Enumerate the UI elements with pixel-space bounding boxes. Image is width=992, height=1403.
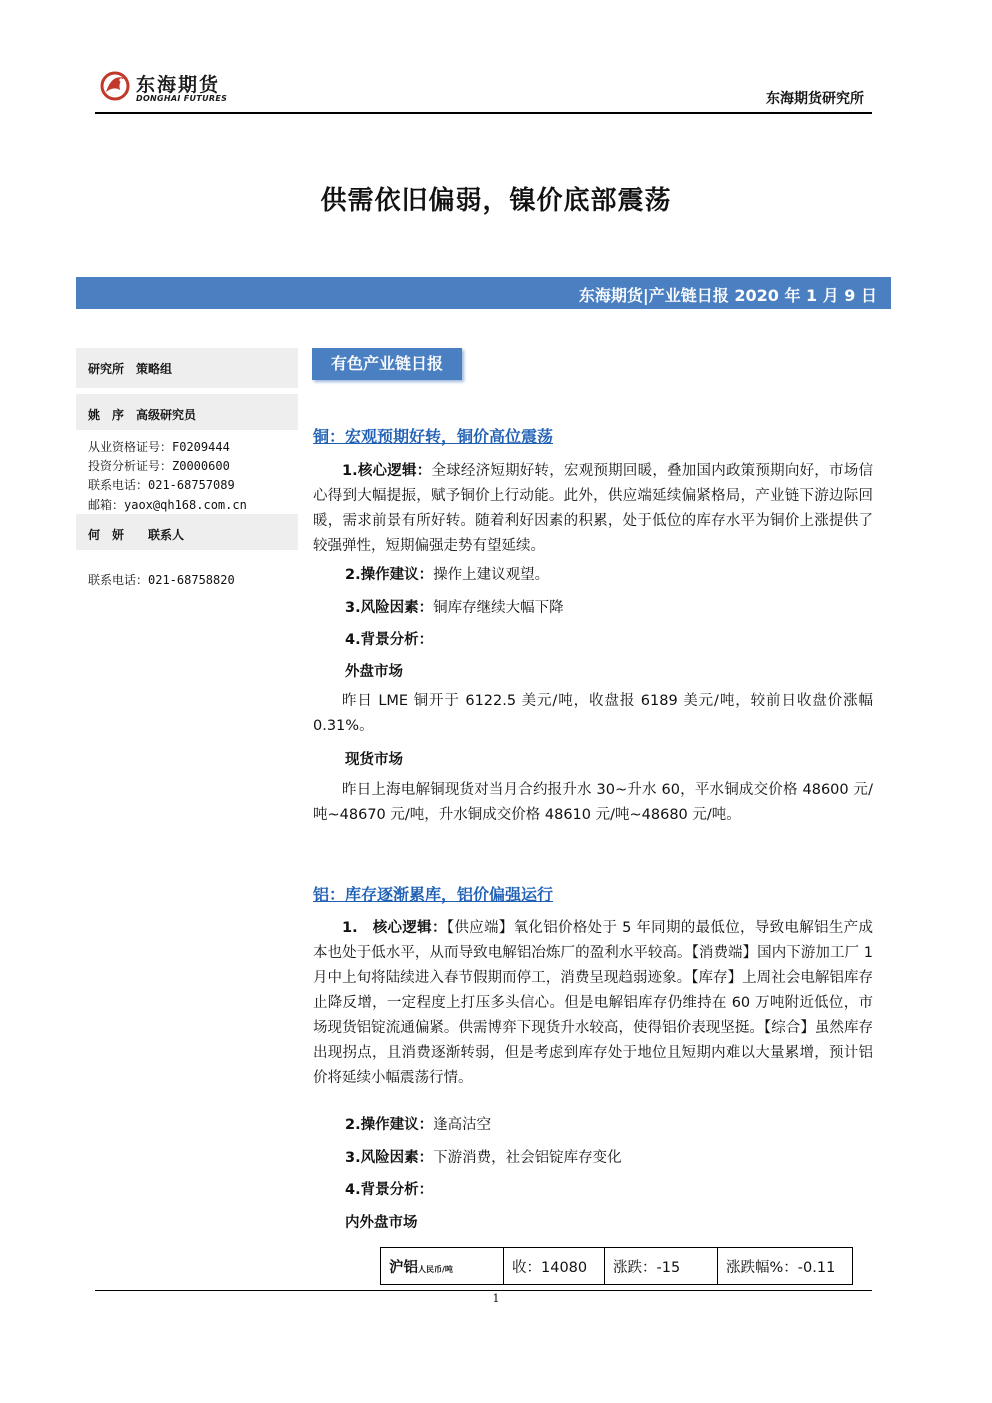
quote-change: 涨跌：-15 bbox=[605, 1248, 718, 1285]
quote-close: 收：14080 bbox=[504, 1248, 605, 1285]
aluminum-core-logic bbox=[313, 916, 873, 1091]
analyst2-box bbox=[76, 514, 298, 550]
banner-text: 东海期货|产业链日报 2020 年 1 月 9 日 bbox=[578, 286, 877, 305]
aluminum-risk bbox=[345, 1146, 622, 1167]
copper-operation bbox=[345, 563, 549, 584]
aluminum-core-text: 【供应端】氧化铝价格处于 5 年同期的最低位，导致电解铝生产成本也处于低水平，从而导致电解铝冶炼厂的盈利水平较高。【消费端】国内下游加工厂 1 月中上旬将陆续进入春节假期而停工，消费呈现趋弱迹象。【库存】上周社会电解铝库存止降反增，一定程度上打压多头信心。但是电解铝库存仍维持在 60 万吨附近低位，市场现货铝锭流通偏紧。供需博弈下现货升水较高，使得铝价表现坚挺。【综合】虽然库存出现拐点，且消费逐渐转弱，但是考虑到库存处于地位且短期内难以大量累增，预计铝价将延续小幅震荡行情。 bbox=[313, 920, 873, 1086]
aluminum-op-label: 2.操作建议： bbox=[345, 1117, 434, 1133]
copper-core-text: 全球经济短期好转，宏观预期回暖，叠加国内政策预期向好，市场信心得到大幅提振，赋予铜价上行动能。此外，供应端延续偏紧格局，产业链下游边际回暖，需求前景有所好转。随着利好因素的积累，处于低位的库存水平为铜价上涨提供了较强弹性，短期偏强走势有望延续。 bbox=[313, 463, 873, 554]
aluminum-title: 铝：库存逐渐累库，铝价偏强运行 bbox=[313, 885, 554, 904]
header-rule bbox=[95, 112, 872, 114]
aluminum-bg-label: 4.背景分析： bbox=[345, 1182, 434, 1198]
aluminum-operation bbox=[345, 1113, 491, 1134]
copper-op-label: 2.操作建议： bbox=[345, 567, 434, 583]
copper-op-text: 操作上建议观望。 bbox=[433, 567, 550, 583]
copper-risk-label: 3.风险因素： bbox=[345, 600, 434, 616]
aluminum-risk-text: 下游消费，社会铝锭库存变化 bbox=[433, 1150, 622, 1166]
analyst2-name: 何 妍 联系人 bbox=[88, 528, 185, 542]
quote-unit: 人民币/吨 bbox=[418, 1264, 453, 1274]
sidebar-group-box bbox=[76, 348, 298, 388]
quote-name: 沪铝 bbox=[389, 1259, 418, 1276]
logo-english-name: DONGHAI FUTURES bbox=[136, 94, 228, 103]
aluminum-quote-table bbox=[380, 1247, 853, 1285]
dragon-logo-icon bbox=[98, 68, 132, 104]
footer-rule bbox=[95, 1290, 872, 1291]
company-logo bbox=[98, 66, 228, 110]
institute-name: 东海期货研究所 bbox=[766, 91, 864, 107]
logo-chinese-name: 东海期货 bbox=[136, 74, 221, 96]
aluminum-op-text: 逢高沽空 bbox=[433, 1117, 492, 1133]
copper-external-title: 外盘市场 bbox=[345, 664, 403, 680]
copper-background bbox=[345, 628, 433, 649]
copper-external-text: 昨日 LME 铜开于 6122.5 美元/吨，收盘报 6189 美元/吨，较前日收盘价涨幅 0.31%。 bbox=[313, 693, 873, 734]
copper-risk bbox=[345, 596, 564, 617]
report-title: 供需依旧偏弱，镍价底部震荡 bbox=[320, 186, 672, 216]
copper-core-logic bbox=[313, 459, 873, 559]
page-number: 1 bbox=[492, 1292, 500, 1305]
table-row bbox=[381, 1248, 853, 1285]
copper-bg-label: 4.背景分析： bbox=[345, 632, 434, 648]
aluminum-risk-label: 3.风险因素： bbox=[345, 1150, 434, 1166]
quote-change-pct: 涨跌幅%：-0.11 bbox=[718, 1248, 853, 1285]
sidebar-group: 研究所 策略组 bbox=[88, 362, 173, 376]
report-banner bbox=[76, 277, 891, 309]
analyst1-email: 邮箱：yaox@qh168.com.cn bbox=[88, 498, 247, 512]
copper-risk-text: 铜库存继续大幅下降 bbox=[433, 600, 564, 616]
analyst1-name: 姚 序 高级研究员 bbox=[88, 408, 197, 422]
aluminum-core-label: 1. 核心逻辑： bbox=[342, 920, 447, 936]
copper-spot-text: 昨日上海电解铜现货对当月合约报升水 30~升水 60，平水铜成交价格 48600 元/吨~48670 元/吨，升水铜成交价格 48610 元/吨~48680 元/吨。 bbox=[313, 782, 873, 823]
analyst1-box bbox=[76, 394, 298, 430]
copper-title: 铜：宏观预期好转，铜价高位震荡 bbox=[313, 427, 554, 446]
analyst2-phone: 联系电话：021-68758820 bbox=[88, 573, 235, 587]
copper-spot-title: 现货市场 bbox=[345, 752, 403, 768]
analyst1-cert: 从业资格证号：F0209444 bbox=[88, 440, 230, 454]
copper-core-label: 1.核心逻辑： bbox=[342, 463, 432, 479]
aluminum-background bbox=[345, 1178, 433, 1199]
aluminum-market-title: 内外盘市场 bbox=[345, 1215, 418, 1231]
analyst1-phone: 联系电话：021-68757089 bbox=[88, 478, 235, 492]
section-tag: 有色产业链日报 bbox=[312, 348, 462, 380]
quote-name-cell bbox=[381, 1248, 504, 1285]
analyst1-invest-cert: 投资分析证号：Z0000600 bbox=[88, 459, 230, 473]
